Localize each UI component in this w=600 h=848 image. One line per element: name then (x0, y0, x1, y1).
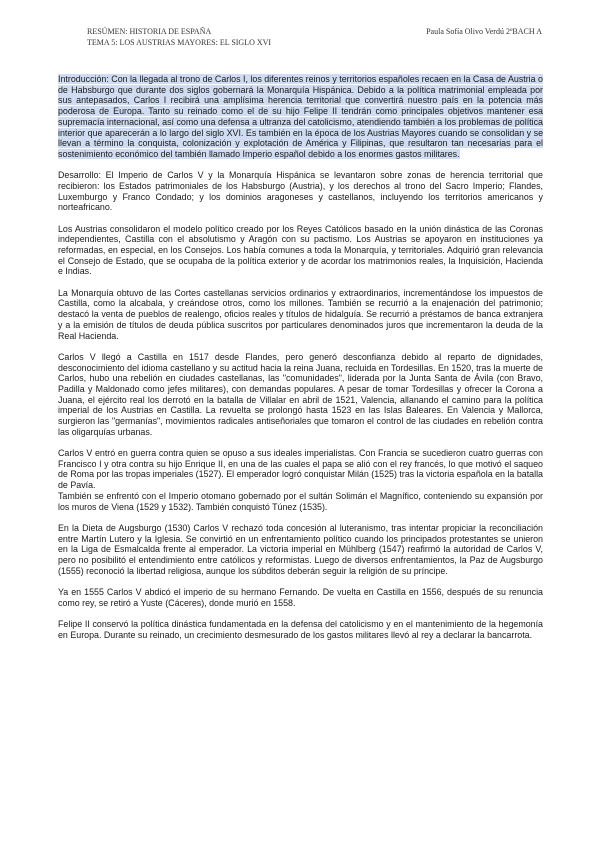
author-label: Paula Sofía Olivo Verdú 2ºBACH A (426, 27, 542, 36)
paragraph-monarquia: La Monarquía obtuvo de las Cortes castellanas servicios ordinarios y extraordinarios, incrementándose los impuestos de Castilla, como la alcabala, y creándose otros, como los millones. También se recurrió a la enajenación del patrimonio; destacó la venta de pueblos de realengo, oficios reales y títulos de hidalguía. Se recurrió a préstamos de banca extranjera y a la emisión de títulos de deuda pública suscritos por particulares denominados juros que incrementaron la deuda de la Real Hacienda. (58, 287, 543, 341)
paragraph-desarrollo: Desarrollo: El Imperio de Carlos V y la Monarquía Hispánica se levantaron sobre zonas de herencia territorial que recibieron: los Estados patrimoniales de los Habsburgo (Austria), y los derechos al trono del Sacro Imperio; Flandes, Luxemburgo y Franco Condado; y los dominios aragoneses y castellanos, incluyendo los territorios americanos y norteafricano. (58, 170, 543, 213)
highlighted-text: Introducción: Con la llegada al trono de Carlos I, los diferentes reinos y territorios españoles recaen en la Casa de Austria o de Habsburgo que durante dos siglos gobernará la Monarquía Hispánica. Debido a la política matrimonial empleada por sus antepasados, Carlos I recibirá una amplísima herencia territorial que convertirá nuestro país en la potencia más poderosa de Europa. Tanto su reinado como el de su hijo Felipe II tendrán como principales objetivos mantener esa supremacía internacional, así como una defensa a ultranza del catolicismo, atendiendo también a los problemas de política interior que aparecerán a lo largo del siglo XVI. Es también en la época de los Austrias Mayores cuando se consolidan y se llevan a término la conquista, colonización y explotación de América y Filipinas, que resultaron tan necesarias para el sostenimiento económico del también llamado Imperio español debido a los enormes gastos militares. (58, 74, 543, 159)
document-subtitle: TEMA 5: LOS AUSTRIAS MAYORES: EL SIGLO XVI (87, 38, 272, 47)
paragraph-augsburgo: En la Dieta de Augsburgo (1530) Carlos V rechazó toda concesión al luteranismo, tras intentar propiciar la reconciliación entre Martín Lutero y la Iglesia. Se convirtió en un enfrentamiento político cuando los principados protestantes se unieron en la Liga de Esmalcalda frente al emperador. La victoria imperial en Mühlberg (1547) reafirmó la autoridad de Carlos V, pero no posibilitó el entendimiento entre católicos y reformistas. Luego de diversos enfrentamientos, la Paz de Augsburgo (1555) reconoció la libertad religiosa, aunque los súbditos deberán seguir la religión de su príncipe. (58, 522, 543, 576)
document-title: RESÚMEN: HISTORIA DE ESPAÑA (87, 27, 212, 36)
paragraph-abdicacion: Ya en 1555 Carlos V abdicó el imperio de su hermano Fernando. De vuelta en Castilla en 1556, después de su renuncia como rey, se retiró a Yuste (Cáceres), donde murió en 1558. (58, 586, 543, 608)
document-body (58, 74, 543, 651)
paragraph-carlos-castilla: Carlos V llegó a Castilla en 1517 desde Flandes, pero generó desconfianza debido al reparto de dignidades, desconocimiento del idioma castellano y su actitud hacia la reina Juana, recluida en Tordesillas. En 1520, tras la muerte de Carlos, hubo una rebelión en ciudades castellanas, las "comunidades", liderada por la Junta Santa de Ávila (con Bravo, Padilla y Maldonado como jefes militares), con demandas populares. A pesar de tomar Tordesillas y ofrecer la Corona a Juana, el ejército real los derrotó en la batalla de Villalar en abril de 1521, Valencia, allanando el camino para la política imperial de los Austrias en Castilla. La revuelta se prolongó hasta 1523 en las Islas Baleares. En Valencia y Mallorca, surgieron las "germanías", movimientos radicales antiseñoriales que tomaron el control de las ciudades en rebelión contra las oligarquías urbanas. (58, 351, 543, 437)
paragraph-guerras: Carlos V entró en guerra contra quien se opuso a sus ideales imperialistas. Con Francia se sucedieron cuatro guerras con Francisco I y otra contra su hijo Enrique II, en una de las cuales el papa se alió con el rey francés, lo que motivó el saqueo de Roma por las tropas imperiales (1527). El emperador logró conquistar Milán (1525) tras la victoria española en la batalla de Pavía. También se enfrentó con el Imperio otomano gobernado por el sultán Solimán el Magnífico, conteniendo su expansión por los muros de Viena (1529 y 1532). También conquistó Túnez (1535). (58, 448, 543, 512)
paragraph-felipe-ii: Felipe II conservó la política dinástica fundamentada en la defensa del catolicismo y en el mantenimiento de la hegemonía en Europa. Durante su reinado, un crecimiento desmesurado de los gastos militares llevó al rey a declarar la bancarrota. (58, 618, 543, 640)
page-header (87, 26, 542, 48)
paragraph-introduccion (58, 74, 543, 160)
paragraph-austrias: Los Austrias consolidaron el modelo político creado por los Reyes Católicos basado en la unión dinástica de las Coronas independientes, Castilla con el absolutismo y Aragón con su pactismo. Los Austrias se apoyaron en instituciones ya reformadas, en especial, en los Consejos. Los había comunes a toda la Monarquía, y territoriales. Adquirió gran relevancia el Consejo de Estado, que se ocupaba de la política exterior y de acordar los matrimonios reales, la Inquisición, Hacienda e Indias. (58, 223, 543, 277)
